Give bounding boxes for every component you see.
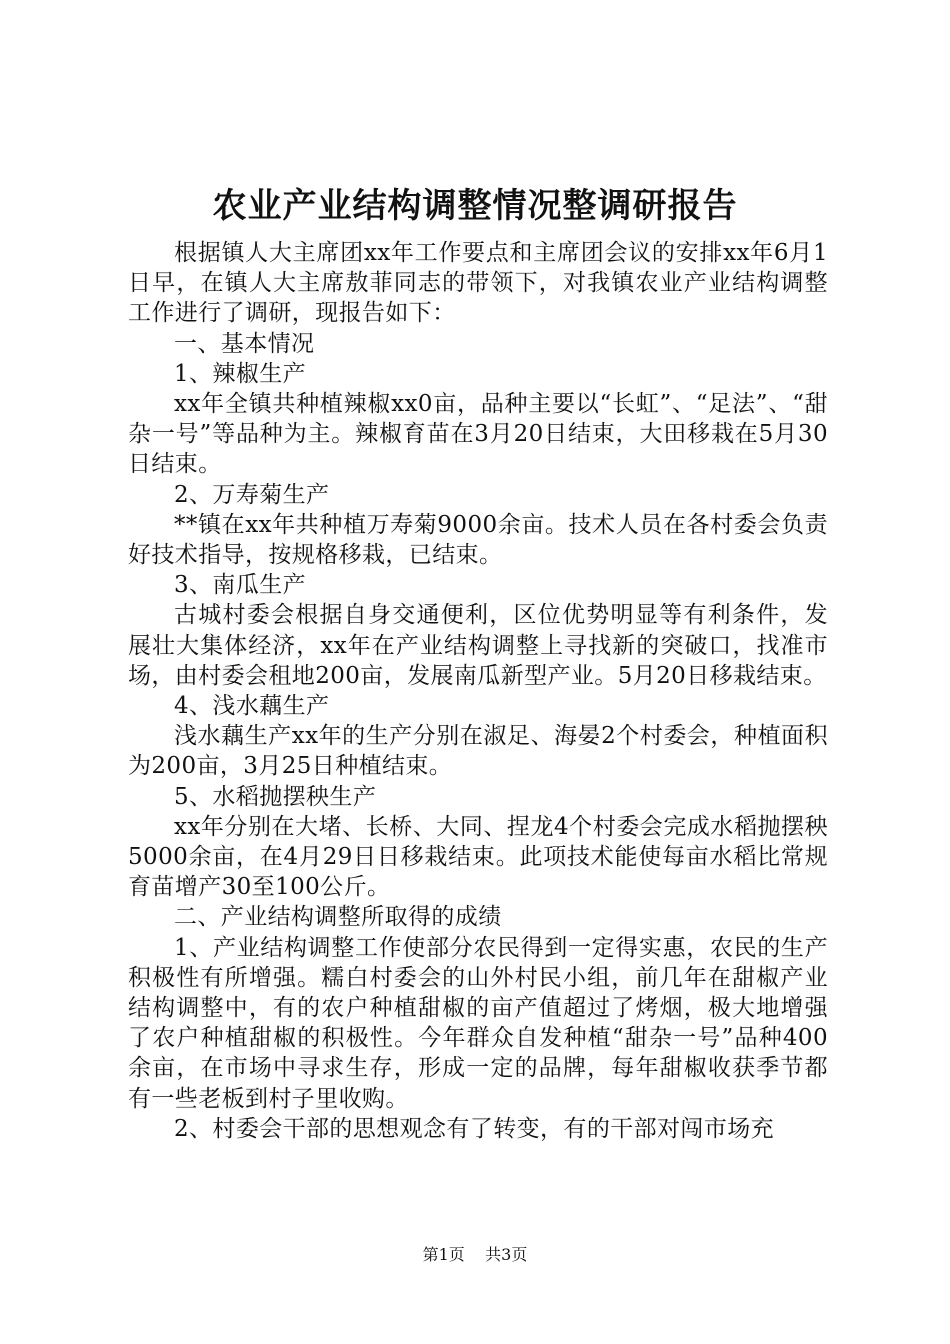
subheading-pumpkin: 3、南瓜生产 [174,572,307,599]
paragraph-rice: xx年分别在大堵、长桥、大同、捏龙4个村委会完成水稻抛摆秧5000余亩，在4月29日日移栽结束。此项技术能使每亩水稻比常规育苗增产30至100公斤。 [128,813,828,901]
document-body [128,238,828,1144]
intro-paragraph: 根据镇人大主席团xx年工作要点和主席团会议的安排xx年6月1日早，在镇人大主席敖菲同志的带领下，对我镇农业产业结构调整工作进行了调研，现报告如下： [128,240,828,327]
document-title: 农业产业结构调整情况整调研报告 [212,186,738,226]
paragraph-lotus-root: 浅水藕生产xx年的生产分别在淑足、海晏2个村委会，种植面积为200亩，3月25日种植结束。 [128,723,828,780]
paragraph-achievement-1: 1、产业结构调整工作使部分农民得到一定得实惠，农民的生产积极性有所增强。糯白村委会的山外村民小组，前几年在甜椒产业结构调整中，有的农户种植甜椒的亩产值超过了烤烟，极大地增强了农户种植甜椒的积极性。今年群众自发种植“甜杂一号”品种400余亩，在市场中寻求生存，形成一定的品牌，每年甜椒收获季节都有一些老板到村子里收购。 [128,934,828,1112]
paragraph-achievement-2: 2、村委会干部的思想观念有了转变，有的干部对闯市场充 [174,1115,775,1142]
paragraph-marigold: **镇在xx年共种植万寿菊9000余亩。技术人员在各村委会负责好技术指导，按规格移栽，已结束。 [128,511,828,569]
subheading-pepper: 1、辣椒生产 [174,360,307,387]
section-heading-basic: 一、基本情况 [174,330,315,357]
subheading-lotus-root: 4、浅水藕生产 [174,693,330,720]
paragraph-pepper: xx年全镇共种植辣椒xx0亩，品种主要以“长虹”、“足法”、“甜杂一号”等品种为主。辣椒育苗在3月20日结束，大田移栽在5月30日结束。 [128,391,828,478]
page-total: 共3页 [485,1245,528,1264]
page-number: 第1页 [422,1245,465,1264]
page-footer [0,1244,950,1266]
subheading-rice: 5、水稻抛摆秧生产 [174,783,377,810]
section-heading-achievements: 二、产业结构调整所取得的成绩 [174,904,502,931]
footer-spacer [470,1245,480,1264]
subheading-marigold: 2、万寿菊生产 [174,481,330,508]
paragraph-pumpkin: 古城村委会根据自身交通便利，区位优势明显等有利条件，发展壮大集体经济，xx年在产业结构调整上寻找新的突破口，找准市场，由村委会租地200亩，发展南瓜新型产业。5月20日移栽结束。 [128,602,828,689]
